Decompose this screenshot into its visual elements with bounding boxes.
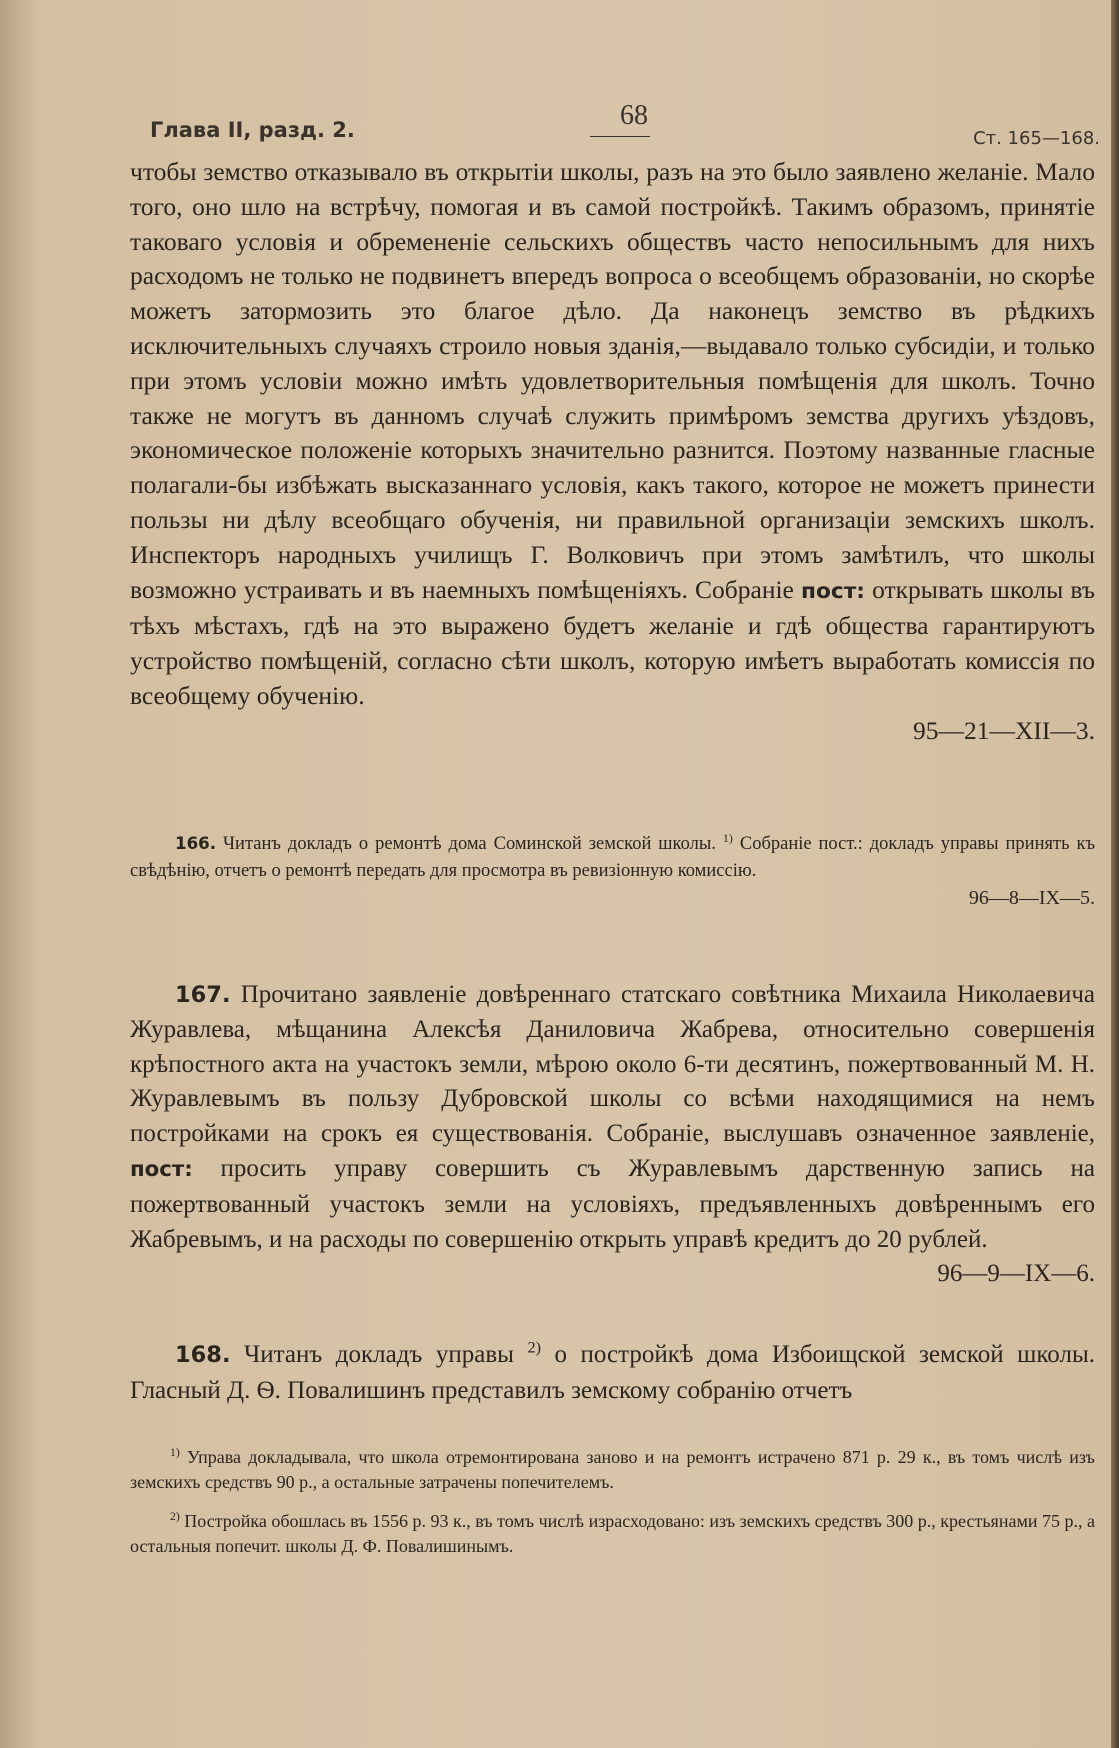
p167-text-2: просить управу совершить съ Журавлевымъ дарственную запись на пожертвованный участокъ земли на условіяхъ, предъявленныхъ довѣреннымъ его Жабревымъ, и на расходы по совершенію открыть управѣ кредитъ до 20 рублей. [130,1154,1095,1253]
footnotes [130,1445,1095,1573]
paragraph-167 [130,978,1095,1292]
p165-post-label: пост: [801,578,865,604]
p168-text-1: Читанъ докладъ управы [244,1341,514,1368]
footnote-2-text: Постройка обошлась въ 1556 р. 93 к., въ томъ числѣ израсходовано: изъ земскихъ средствъ 300 р., крестьянами 75 р., а остальныя попечит. школы Д. Ф. Повалишинымъ. [130,1511,1095,1556]
paragraph-168 [130,1337,1095,1408]
p167-text-1: Прочитано заявленіе довѣреннаго статскаго совѣтника Михаила Николаевича Журавлева, мѣщанина Алексѣя Даниловича Жабрева, относительно совершенія крѣпостного акта на участокъ земли, мѣрою около 6-ти десятинъ, пожертвованный М. Н. Журавлевымъ въ пользу Дубровской школы со всѣми находящимися на немъ постройками на срокъ ея существованія. Собраніе, выслушавъ означенное заявленіе, [130,981,1095,1148]
p166-text-2: Собраніе пост.: докладъ управы принять къ свѣдѣнію, отчетъ о ремонтѣ передать для просмотра въ ревизіонную комиссію. [130,834,1096,881]
footnote-2 [130,1509,1095,1559]
p167-post-label: пост: [130,1156,193,1182]
page-number-rule [590,136,650,137]
page-header [150,100,1100,150]
p167-number: 167. [175,982,231,1008]
p166-text-1: Читанъ докладъ о ремонтѣ дома Соминской земской школы. [223,834,716,854]
p165-text-2: открывать школы въ тѣхъ мѣстахъ, гдѣ на это выражено будетъ желаніе и гдѣ общества гарантируютъ устройство помѣщеній, согласно сѣти школъ, которую имѣетъ выработать комиссія по всеобщему обученію. [130,574,1096,710]
p166-footnote-mark: 1) [722,830,733,845]
footnote-1-mark: 1) [170,1446,180,1459]
p166-number: 166. [175,834,217,853]
p167-reference: 96—9—IX—6. [937,1260,1095,1288]
articles-range: Ст. 165—168. [973,128,1100,149]
footnote-1 [130,1445,1095,1495]
page-number: 68 [620,100,648,131]
p165-reference: 95—21—XII—3. [912,715,1095,745]
paragraph-165-continued [130,155,1095,749]
p165-text-1: чтобы земство отказывало въ открытіи школы, разъ на это было заявлено желаніе. Мало того, оно шло на встрѣчу, помогая и въ самой постройкѣ. Такимъ образомъ, принятіе таковаго условія и обремененіе сельскихъ обществъ часто непосильнымъ для нихъ расходомъ не только не подвинетъ впередъ вопроса о всеобщемъ образованіи, но скорѣе можетъ затормозить это благое дѣло. Да наконецъ земство въ рѣдкихъ исключительныхъ случаяхъ строило новыя зданія,—выдавало только субсидіи, и только при этомъ условіи можно имѣть удовлетворительныя помѣщенія для школъ. Точно также не могутъ въ данномъ случаѣ служить примѣромъ земства другихъ уѣздовъ, экономическое положеніе которыхъ значительно разнится. Поэтому названные гласные полагали-бы избѣжать высказаннаго условія, какъ такого, которое не можетъ принести пользы ни дѣлу всеобщаго обученія, ни правильной организаціи земскихъ школъ. Инспекторъ народныхъ училищъ Г. Волковичъ при этомъ замѣтилъ, что школы возможно устраивать и въ наемныхъ помѣщеніяхъ. Собраніе [130,157,1095,604]
p168-footnote-mark: 2) [527,1338,541,1357]
chapter-label: Глава II, разд. 2. [150,118,355,142]
p168-text-2: о постройкѣ дома Избоищской земской школы. Гласный Д. Ѳ. Повалишинъ представилъ земскому собранію отчетъ [130,1341,1095,1404]
paragraph-166 [130,830,1095,912]
footnote-2-mark: 2) [170,1510,180,1523]
footnote-1-text: Управа докладывала, что школа отремонтирована заново и на ремонтъ истрачено 871 р. 29 к., въ томъ числѣ изъ земскихъ средствъ 90 р., а остальные затрачены попечителемъ. [130,1447,1095,1492]
p168-number: 168. [175,1342,231,1368]
book-spine-edge [1111,0,1119,1748]
p166-reference: 96—8—IX—5. [968,887,1095,909]
